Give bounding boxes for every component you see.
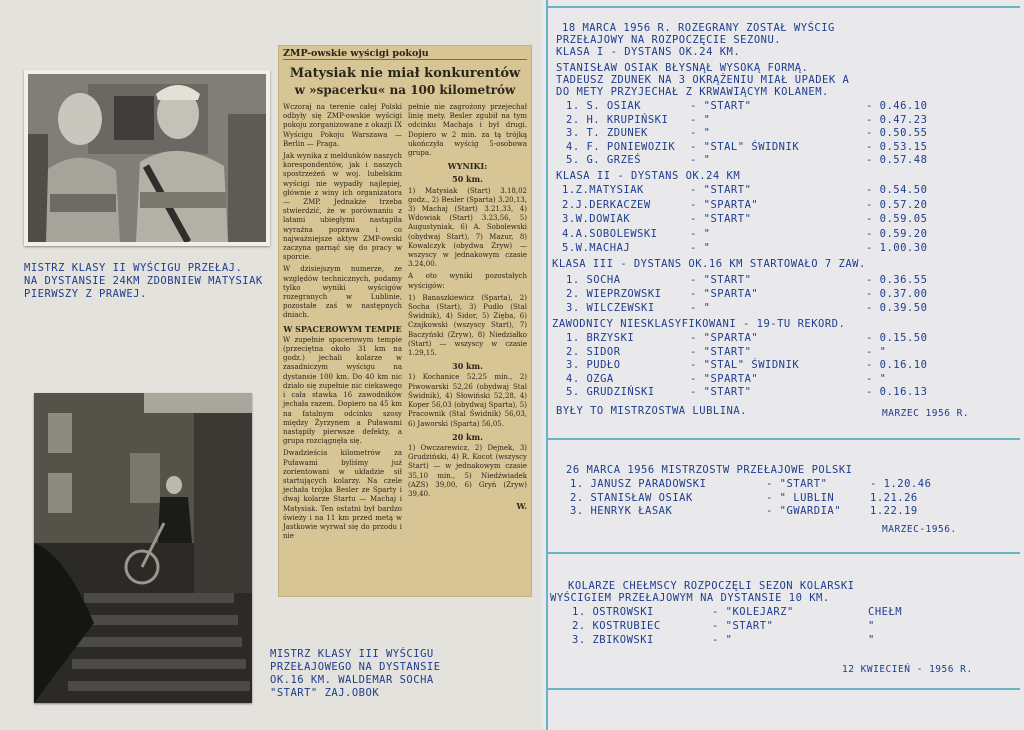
photo1-caption [24,262,263,301]
class1-row-time: - 0.53.15 [866,140,928,153]
class3-row-name: 2. WIEPRZOWSKI [566,288,662,300]
section1-header-line: TADEUSZ ZDUNEK NA 3 OKRĄŻENIU MIAŁ UPADEK A [556,74,850,86]
class2-row-club: - "START" [690,184,752,196]
clipping-paragraph: pełnie nie zagrożony przejechał linię mety. Besler zgubił na tym odcinku Machaja i był drugi. Dopiero w 2 min. za tą trójką ukończyła wyścig 5-osobowa grupa. [408,103,527,158]
photo2-caption-line: PRZEŁAJOWEGO NA DYSTANSIE [270,661,441,673]
nonclass-row-time: - 0.16.13 [866,386,928,398]
section2-row-time: - 1.20.46 [870,478,932,490]
clipping-result: 1) Kochanice 52,25 min., 2) Piwowarski 52,26 (obydwaj Stal Świdnik), 4) Słowiński 52,28, 4) Koper 56,03 (obydwaj Sparta), 5) Pracownik (Stal Świdnik) 56,03, 6) Jaworski (Sparta) 56,05. [408,373,527,428]
section2-row-time: 1.22.19 [870,505,918,517]
class2-row-name: 5.W.MACHAJ [562,242,631,254]
nonclass-row-club: - "SPARTA" [690,372,759,385]
class1-row-time: - 0.57.48 [866,154,928,166]
section2-header: 26 MARCA 1956 MISTRZOSTW PRZEŁAJOWE POLSKI [566,464,853,476]
clipping-subheadline: w »spacerku« na 100 kilometrów [294,83,516,97]
clipping-result: A oto wyniki pozostałych wyścigów: [408,272,527,290]
section3-row-club: - "START" [712,620,774,632]
clipping-columns [279,103,531,544]
section-divider [546,438,1020,440]
class3-row-time: - 0.36.55 [866,274,928,286]
class2-row-name: 3.W.DOWIAK [562,213,631,225]
nonclass-row-club: - "START" [690,386,752,398]
class3-row-name: 3. WILCZEWSKI [566,302,655,314]
newspaper-clipping [278,45,532,597]
clipping-result: 1) Owczarewicz, 2) Dejnek, 3) Grudziński, 4) R. Kocot (wszyscy Start) — w jednakowym czasie 35,10 min., 5) Niedźwiadek (AZS) 39,00, 6) Gryń (Zryw) 39,40. [408,443,527,498]
class3-row-time: - 0.39.50 [866,302,928,314]
nonclass-row-club: - "START" [690,345,752,358]
class2-row-time: - 0.54.50 [866,184,928,196]
section-divider [546,688,1020,690]
class3-row-club: - " [690,302,711,314]
section2-row-name: 1. JANUSZ PARADOWSKI [570,478,707,490]
nonclass-row-name: 5. GRUDZIŃSKI [566,386,655,398]
section3-row-time: " [868,620,875,632]
clipping-paragraph: Dwadzieścia kilometrów za Puławami byliśmy już zorientowani w układzie sił startujących kolarzy. Na czele jechała trójka Besler ze Sparty i dwaj kolarze Startu — Machaj i Matysiak. Ten ostatni był bardzo świeży i na 11 km przed metą w Jastkowie wyrwał się do przodu i nie [283,449,402,541]
section2-row-club: - "GWARDIA" [766,505,842,517]
nonclass-title: ZAWODNICY NIESKLASYFIKOWANI - 19-TU REKORD. [552,318,846,330]
class2-row-club: - " [690,227,711,240]
class1-row-name: 2. H. KRUPIŃSKI [566,113,669,126]
class3-row-club: - "START" [690,274,752,286]
section3-header-line: KOLARZE CHEŁMSCY ROZPOCZĘLI SEZON KOLARSKI [568,580,855,592]
cyclists-photo-image [28,74,266,242]
nonclass-row-time: - 0.15.50 [866,332,928,344]
section1-header-line: PRZEŁAJOWY NA ROZPOCZĘCIE SEZONU. [556,34,782,46]
class2-row-club: - " [690,242,711,254]
class1-row-time: - 0.46.10 [866,100,928,112]
cyclist-stairs-photo-image [34,393,252,703]
photo2-caption-line: OK.16 KM. WALDEMAR SOCHA [270,674,434,686]
section3-row-club: - "KOLEJARZ" [712,606,794,618]
class1-row-club: - " [690,113,711,126]
photo2-caption-line: "START" ZAJ.OBOK [270,687,380,699]
clipping-results-title: WYNIKI: [447,161,488,172]
section2-date: MARZEC-1956. [882,524,957,535]
section2-row-club: - " LUBLIN [766,491,835,504]
class1-row-name: 5. G. GRZEŚ [566,154,642,166]
class2-row-time: - 1.00.30 [866,242,928,254]
class1-row-name: 1. S. OSIAK [566,100,642,112]
section3-date: 12 KWIECIEŃ - 1956 R. [842,664,973,675]
section3-header-line: WYŚCIGIEM PRZEŁAJOWYM NA DYSTANSIE 10 KM. [550,592,830,604]
class2-row-time: - 0.57.20 [866,198,928,211]
cyclists-photo [24,70,270,246]
nonclass-row-time: - " [866,372,887,385]
class1-row-name: 3. T. ZDUNEK [566,127,648,139]
photo2-caption [270,648,441,700]
section3-row-time: " [868,634,875,646]
page-divider-line [546,0,548,730]
section2-row-name: 3. HENRYK ŁASAK [570,505,673,517]
clipping-subhead: W SPACEROWYM TEMPIE [283,323,402,334]
class3-row-time: - 0.37.00 [866,288,928,300]
class1-row-time: - 0.47.23 [866,113,928,126]
nonclass-row-name: 2. SIDOR [566,345,621,358]
nonclass-row-club: - "SPARTA" [690,332,759,344]
section1-header-line: 18 MARCA 1956 R. ROZEGRANY ZOSTAŁ WYŚCIG [562,22,835,34]
nonclass-row-time: - " [866,345,887,358]
photo1-caption-line: MISTRZ KLASY II WYŚCIGU PRZEŁAJ. [24,262,243,274]
clipping-result: 1) Banaszkiewicz (Sparta), 2) Socha (Start), 3) Pudło (Stal Świdnik), 4) Sidor, 5) Zięba, 6) Czajkowski (wszyscy Start), 7) Baczyński (Zryw), 8) Niedziałko (Start) — wszyscy w czasie 1.29,15. [408,293,527,358]
clipping-paragraph: Wczoraj na terenie całej Polski odbyły się ZMP-owskie wyścigi pokoju zorganizowane z okazji IX Wyścigu Pokoju Warszawa — Berlin — Praga. [283,103,402,148]
section1-header-line: KLASA I - DYSTANS OK.24 KM. [556,46,741,58]
class2-row-name: 4.A.SOBOLEWSKI [562,227,658,240]
class1-row-name: 4. F. PONIEWOZIK [566,140,676,153]
clipping-results-distance: 30 km. [452,361,483,372]
section2-row-name: 2. STANISŁAW OSIAK [570,491,693,504]
class2-title: KLASA II - DYSTANS OK.24 KM [556,170,741,182]
section2-row-time: 1.21.26 [870,491,918,504]
class2-row-name: 2.J.DERKACZEW [562,198,651,211]
section1-footer-note: BYŁY TO MISTRZOSTWA LUBLINA. [556,405,748,417]
class1-row-club: - " [690,154,711,166]
clipping-paragraph: W dzisiejszym numerze, ze względów technicznych, podamy tylko wyniki wyścigów rozegranych w Lublinie, pozostałe zaś w następnych dniach. [283,265,402,320]
class2-row-time: - 0.59.20 [866,227,928,240]
class3-title: KLASA III - DYSTANS OK.16 KM STARTOWAŁO 7 ZAW. [552,258,866,270]
class2-row-name: 1.Z.MATYSIAK [562,184,644,196]
clipping-results-distance: 50 km. [452,174,483,185]
nonclass-row-name: 4. OZGA [566,372,614,385]
section3-row-name: 2. KOSTRUBIEC [572,620,661,632]
clipping-column-right [408,103,527,544]
section2-row-club: - "START" [766,478,828,490]
section1-header-line: DO METY PRZYJECHAŁ Z KRWAWIĄCYM KOLANEM. [556,86,829,98]
class3-row-club: - "SPARTA" [690,288,759,300]
class2-row-club: - "START" [690,213,752,225]
clipping-paragraph: W zupełnie spacerowym tempie (przeciętna około 31 km na godz.) jechali kolarze w zasadniczym wyścigu na dystansie 100 km. Do 40 km nic działo się zupełnie nic ciekawego i cała stawka 16 zawodników jechała razem. Dopiero na 45 km na fatalnym odcinku szosy między Żyrzynem a Puławami nastąpiły pierwsze defekty, a grupa rozciągnęła się. [283,335,402,446]
clipping-paragraph: Jak wynika z meldunków naszych korespondentów, jak i naszych spostrzeżeń w woj. lubelskim wyścigi nie wypadły najlepiej, głównie z winy ich organizatora — ZMP. Jednakże trzeba stwierdzić, że w porównaniu z latami ubiegłymi nastąpiła wyraźna poprawa i co najważniejsze aktyw ZMP-owski zaczyna garnąć się do pracy w sporcie. [283,152,402,262]
clipping-kicker: ZMP-owskie wyścigi pokoju [283,48,527,60]
cyclist-stairs-photo [34,393,252,703]
class1-row-club: - " [690,127,711,139]
class3-row-name: 1. SOCHA [566,274,621,286]
section-divider [546,6,1020,8]
section1-header-line: STANISŁAW OSIAK BŁYSNĄŁ WYSOKĄ FORMĄ. [556,62,809,74]
photo1-caption-line: NA DYSTANSIE 24KM ZDOBNIEW MATYSIAK [24,275,263,287]
section3-row-club: - " [712,634,733,646]
class1-row-club: - "START" [690,100,752,112]
nonclass-row-time: - 0.16.10 [866,359,928,371]
nonclass-row-club: - "STAL" ŚWIDNIK [690,359,800,371]
nonclass-row-name: 1. BRZYSKI [566,332,635,344]
nonclass-row-name: 3. PUDŁO [566,359,621,371]
section3-row-time: CHEŁM [868,606,903,618]
section3-row-name: 3. ZBIKOWSKI [572,634,654,646]
class2-row-club: - "SPARTA" [690,198,759,211]
clipping-results-distance: 20 km. [452,431,483,442]
photo1-caption-line: PIERWSZY Z PRAWEJ. [24,288,147,300]
clipping-result: 1) Matysiak (Start) 3.18,02 godz., 2) Besler (Sparta) 3.20,13, 3) Machaj (Start) 3.21,33, 4) Wdowiak (Start) 3.23,56, 5) Augustyniak, 6) A. Sobolewski (obydwaj Start), 7) Mazur, 8) Kowalczyk (obydwa Zryw) — wszyscy w jednakowym czasie 3.24,00. [408,186,527,269]
class2-row-time: - 0.59.05 [866,213,928,225]
section1-date: MARZEC 1956 R. [882,408,970,419]
photo2-caption-line: MISTRZ KLASY III WYŚCIGU [270,648,434,660]
section-divider [546,552,1020,554]
section3-row-name: 1. OSTROWSKI [572,606,654,618]
class1-row-club: - "STAL" ŚWIDNIK [690,140,800,153]
clipping-headline: Matysiak nie miał konkurentów [289,66,521,81]
class1-row-time: - 0.50.55 [866,127,928,139]
clipping-signature: W. [516,501,527,512]
clipping-column-left [283,103,402,544]
